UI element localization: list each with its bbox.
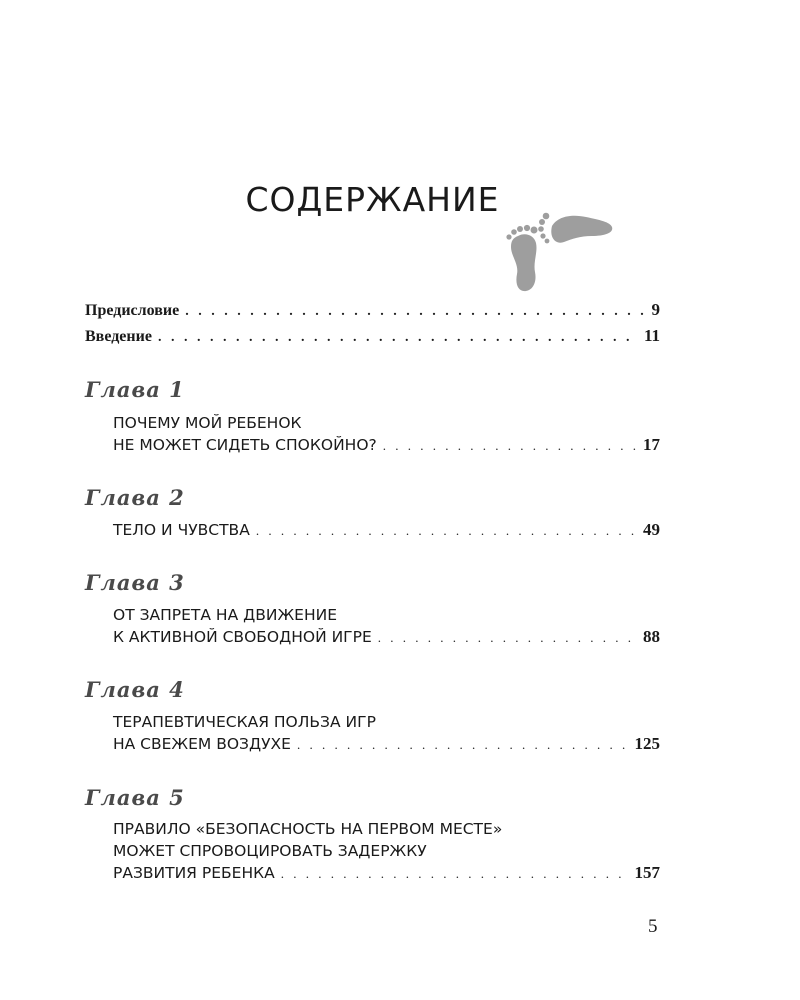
toc-page-number: 11 xyxy=(643,326,660,345)
toc-page-number: 88 xyxy=(643,627,660,646)
toc-entry-preface[interactable] xyxy=(85,300,660,320)
chapter-heading: Глава 2 xyxy=(85,485,185,510)
toc-entry-text: НЕ МОЖЕТ СИДЕТЬ СПОКОЙНО? xyxy=(113,436,377,454)
footprints-icon xyxy=(500,206,618,292)
toc-entry-text: К АКТИВНОЙ СВОБОДНОЙ ИГРЕ xyxy=(113,628,372,646)
toc-entry-last-line xyxy=(113,862,660,885)
leader-dots xyxy=(281,863,629,885)
toc-page-number: 125 xyxy=(634,734,660,753)
toc-entry-last-line xyxy=(113,519,660,542)
toc-entry-label: Предисловие xyxy=(85,302,180,319)
toc-page-number: 17 xyxy=(643,435,660,454)
leader-dots xyxy=(158,330,638,346)
toc-entry-text: ТЕЛО И ЧУВСТВА xyxy=(113,521,250,539)
toc-entry-last-line xyxy=(113,626,660,649)
toc-page-number: 9 xyxy=(651,300,660,319)
leader-dots xyxy=(256,520,637,542)
toc-page-number: 49 xyxy=(643,520,660,539)
chapter-heading: Глава 3 xyxy=(85,570,185,595)
toc-entry-text: ТЕРАПЕВТИЧЕСКАЯ ПОЛЬЗА ИГР xyxy=(113,713,376,731)
toc-entry-last-line xyxy=(113,733,660,756)
toc-entry-text: ПРАВИЛО «БЕЗОПАСНОСТЬ НА ПЕРВОМ МЕСТЕ» xyxy=(113,820,503,838)
chapter-heading: Глава 4 xyxy=(85,677,185,702)
leader-dots xyxy=(378,627,637,649)
toc-entry-text: ПОЧЕМУ МОЙ РЕБЕНОК xyxy=(113,414,302,432)
leader-dots xyxy=(297,734,629,756)
toc-entry-chapter-5[interactable] xyxy=(113,818,660,885)
toc-entry-text: НА СВЕЖЕМ ВОЗДУХЕ xyxy=(113,735,291,753)
toc-entry-text: ОТ ЗАПРЕТА НА ДВИЖЕНИЕ xyxy=(113,606,337,624)
toc-entry-label: Введение xyxy=(85,328,152,345)
page-title: СОДЕРЖАНИЕ xyxy=(245,180,500,219)
toc-entry-chapter-4[interactable] xyxy=(113,711,660,756)
page-number: 5 xyxy=(648,916,658,937)
chapter-heading: Глава 1 xyxy=(85,377,185,402)
leader-dots xyxy=(383,435,637,457)
toc-entry-chapter-3[interactable] xyxy=(113,604,660,649)
leader-dots xyxy=(185,304,645,320)
toc-entry-last-line xyxy=(113,434,660,457)
toc-entry-chapter-1[interactable] xyxy=(113,412,660,457)
chapter-heading: Глава 5 xyxy=(85,785,185,810)
toc-entry-text: РАЗВИТИЯ РЕБЕНКА xyxy=(113,864,275,882)
toc-entry-introduction[interactable] xyxy=(85,326,660,346)
toc-entry-chapter-2[interactable] xyxy=(113,519,660,542)
toc-entry-text: МОЖЕТ СПРОВОЦИРОВАТЬ ЗАДЕРЖКУ xyxy=(113,842,427,860)
toc-page-number: 157 xyxy=(634,863,660,882)
